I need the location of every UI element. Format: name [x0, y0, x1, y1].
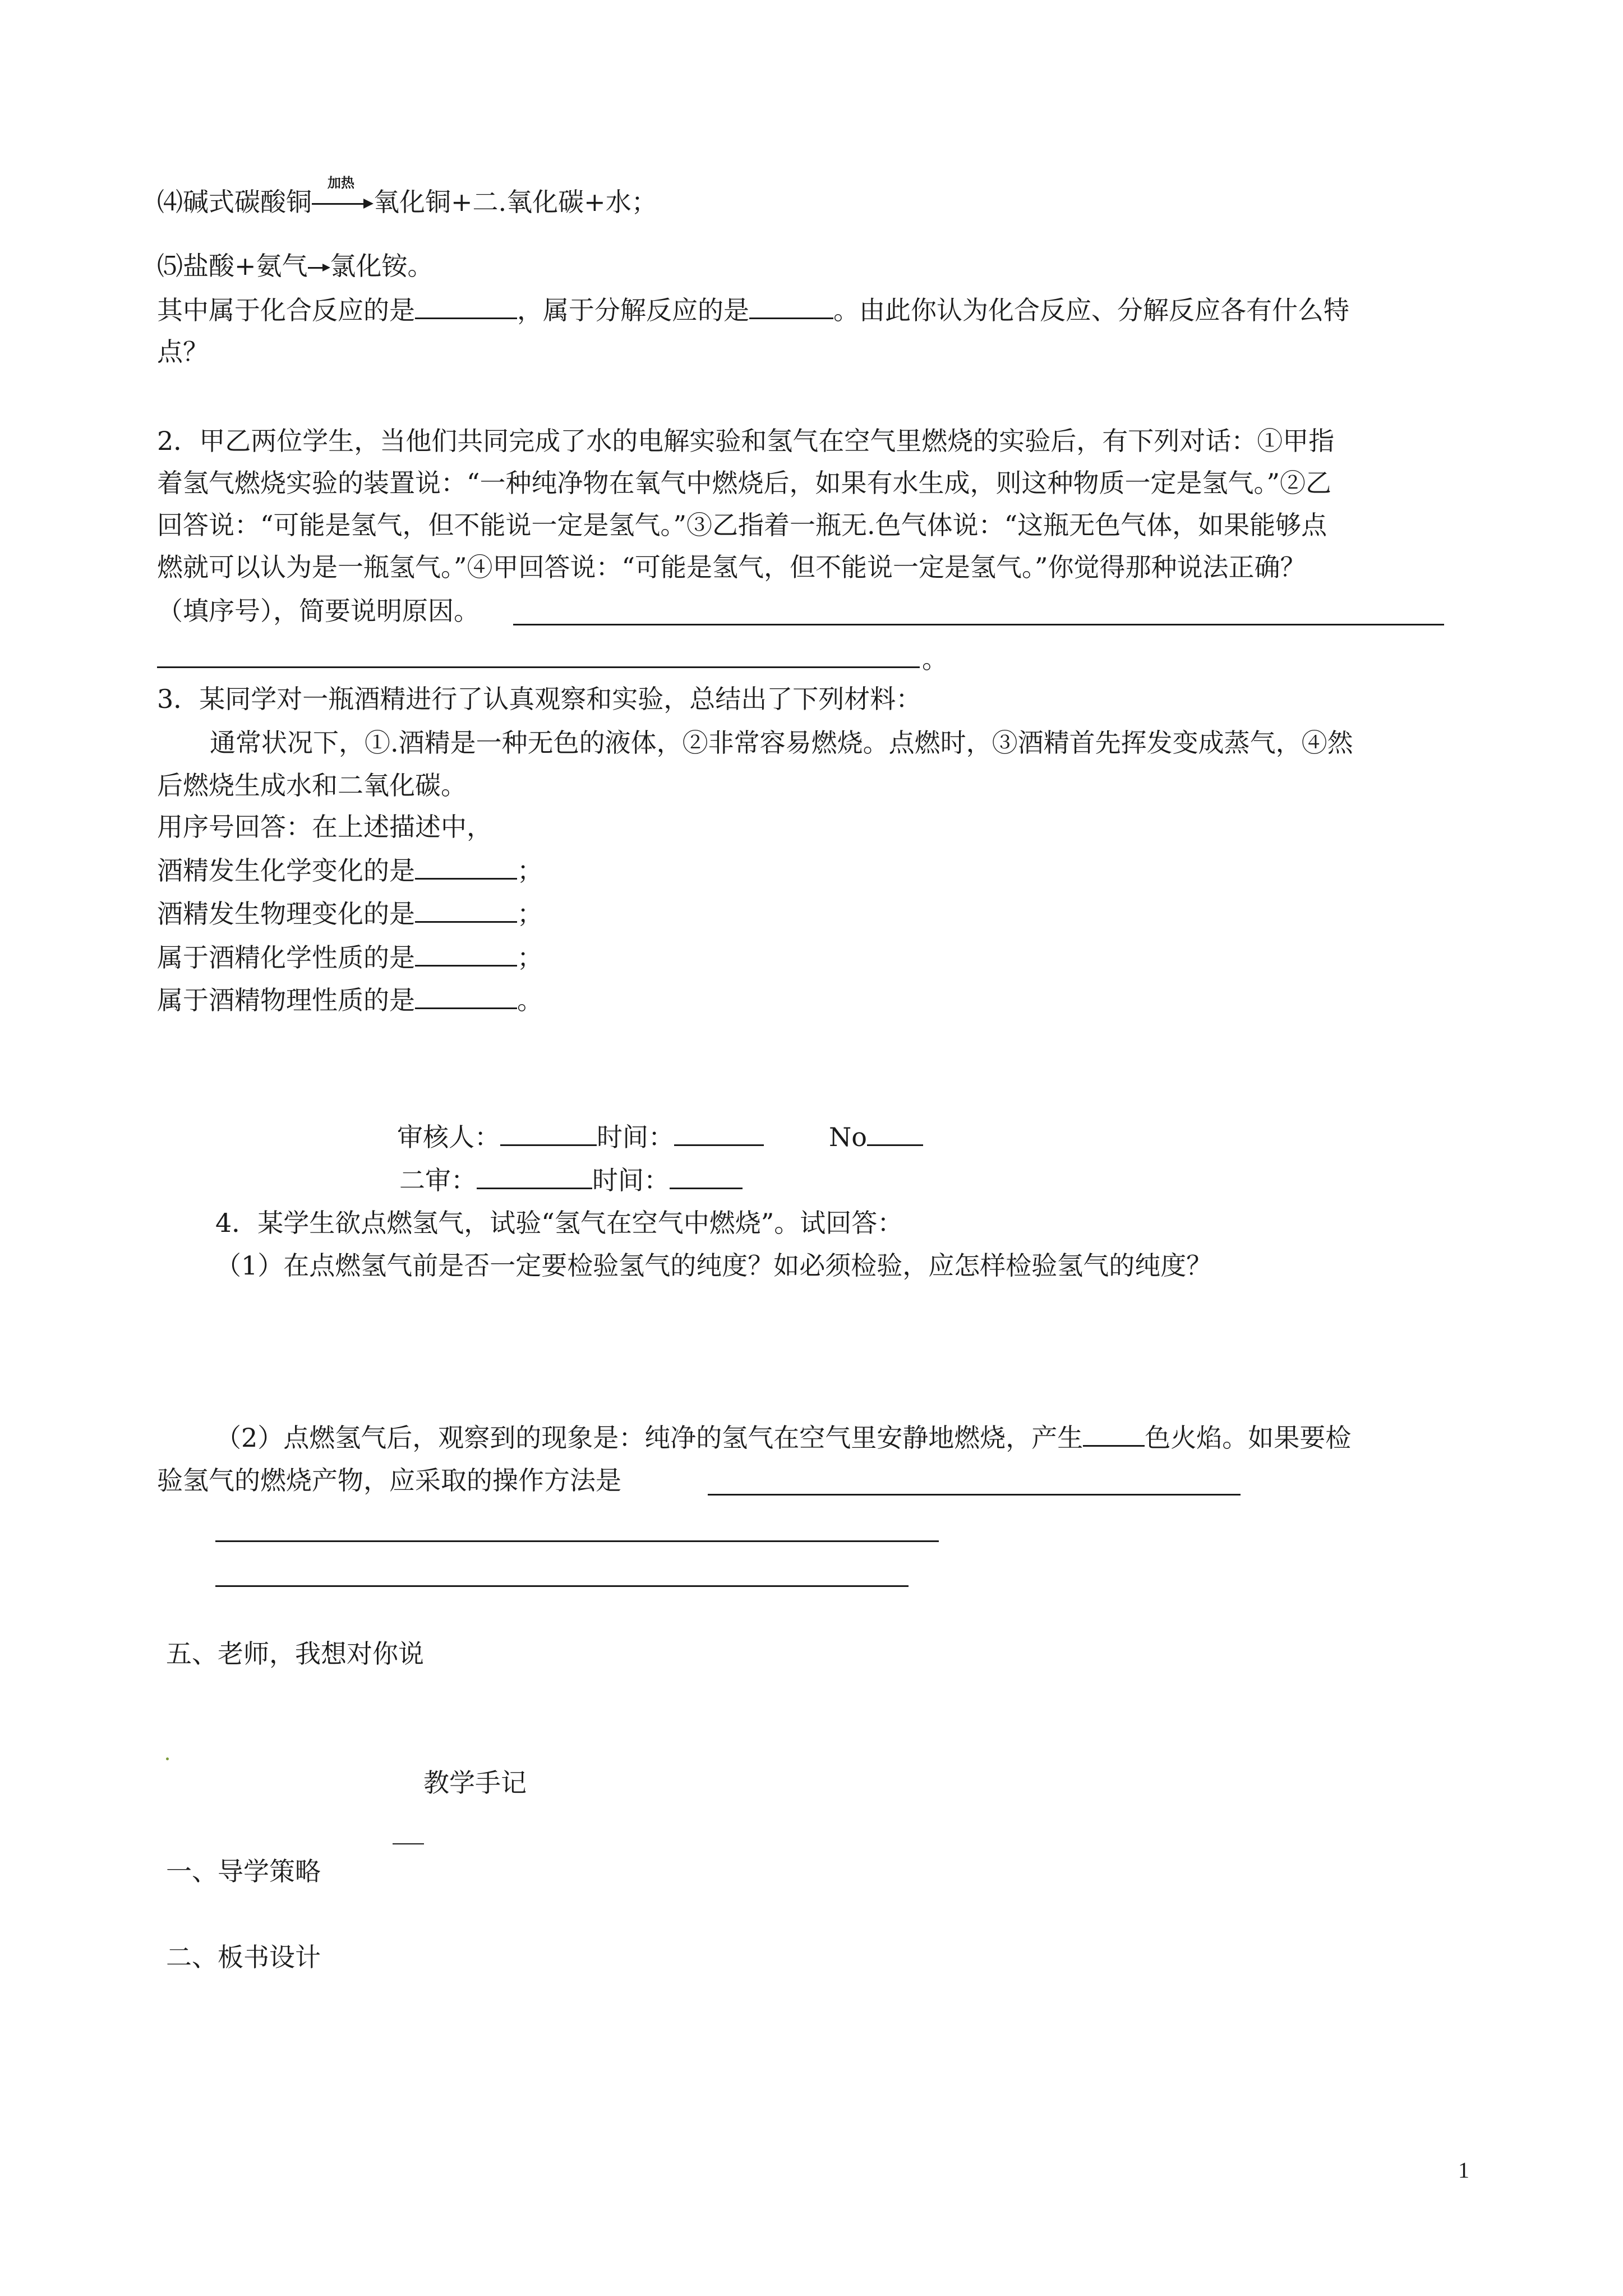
question-3-item-1-sep: ； — [517, 855, 543, 886]
question-4-answer-line-1[interactable] — [708, 1494, 1241, 1496]
second-review-label: 二审： — [399, 1165, 477, 1195]
question-4-answer-line-2[interactable] — [215, 1540, 939, 1542]
question-3-line-1: 3．某同学对一瓶酒精进行了认真观察和实验，总结出了下列材料： — [157, 684, 922, 714]
question-3-item-2-sep: ； — [517, 899, 543, 929]
question-4-part-2-a: （2）点燃氢气后，观察到的现象是：纯净的氢气在空气里安静地燃烧，产生 — [215, 1423, 1083, 1453]
question-3-line-2: 通常状况下，①.酒精是一种无色的液体，②非常容易燃烧。点燃时，③酒精首先挥发变成蒸气，④然 — [210, 728, 1353, 758]
review-number-blank[interactable] — [867, 1120, 923, 1146]
reaction-5-product: 氯化铵。 — [330, 251, 434, 281]
question-1-ask-end: 点？ — [157, 337, 209, 367]
reviewer-blank[interactable] — [500, 1120, 597, 1146]
physical-property-blank[interactable] — [415, 983, 517, 1009]
question-3-item-4-label: 属于酒精物理性质的是 — [157, 985, 415, 1015]
question-2-end-mark: 。 — [922, 644, 948, 674]
stray-dot — [166, 1757, 169, 1760]
review-time-label: 时间： — [597, 1122, 674, 1152]
question-2-line-1: 2．甲乙两位学生，当他们共同完成了水的电解实验和氢气在空气里燃烧的实验后，有下列对话：①甲指 — [157, 426, 1335, 456]
chemical-property-blank[interactable] — [415, 940, 517, 967]
question-4-part-2 — [215, 1420, 1351, 1455]
review-number-label: No — [829, 1122, 867, 1152]
teaching-notes-title: 教学手记 — [423, 1768, 527, 1798]
review-line — [397, 1120, 764, 1154]
second-review-line — [399, 1163, 743, 1197]
review-time-blank[interactable] — [674, 1120, 764, 1146]
question-2-answer-line-2[interactable] — [157, 666, 920, 668]
review-number — [829, 1120, 923, 1154]
question-1-ask-c: 。由此你认为化合反应、分解反应各有什么特 — [833, 295, 1349, 325]
reaction-4 — [157, 174, 657, 219]
section-5-heading: 五、老师，我想对你说 — [166, 1639, 424, 1669]
question-3-item-3 — [157, 940, 543, 974]
heat-arrow-icon — [312, 174, 374, 219]
question-4-answer-line-3[interactable] — [215, 1585, 909, 1587]
question-2-line-2: 着氢气燃烧实验的装置说：“一种纯净物在氧气中燃烧后，如果有水生成，则这种物质一定是氢气。”②乙 — [157, 468, 1332, 498]
question-3-item-3-label: 属于酒精化学性质的是 — [157, 942, 415, 973]
heat-condition-label: 加热 — [328, 174, 354, 191]
question-2-line-3: 回答说：“可能是氢气，但不能说一定是氢气。”③乙指着一瓶无.色气体说：“这瓶无色气体，如果能够点 — [157, 510, 1327, 540]
reviewer-label: 审核人： — [397, 1122, 500, 1152]
flame-color-blank[interactable] — [1083, 1420, 1145, 1447]
physical-change-blank[interactable] — [415, 896, 517, 923]
question-3-item-4-sep: 。 — [517, 985, 543, 1015]
reaction-5 — [157, 249, 434, 283]
second-reviewer-blank[interactable] — [477, 1163, 592, 1189]
decomposition-answer-blank[interactable] — [749, 293, 833, 319]
question-3-item-2-label: 酒精发生物理变化的是 — [157, 899, 415, 929]
question-2-answer-line-1[interactable] — [513, 624, 1444, 625]
reaction-4-products: 氧化铜+二.氧化碳+水； — [374, 187, 657, 217]
question-3-line-4: 用序号回答：在上述描述中， — [157, 812, 492, 842]
combination-answer-blank[interactable] — [415, 293, 517, 319]
question-1-ask — [157, 293, 1349, 327]
question-2-line-5: （填序号），简要说明原因。 — [157, 596, 479, 626]
question-3-item-1-label: 酒精发生化学变化的是 — [157, 855, 415, 886]
page-number: 1 — [1458, 2157, 1469, 2183]
second-review-time-label: 时间： — [592, 1165, 670, 1195]
question-4-part-1: （1）在点燃氢气前是否一定要检验氢气的纯度？如必须检验，应怎样检验氢气的纯度？ — [215, 1250, 1212, 1281]
teaching-notes-short-rule — [393, 1843, 424, 1844]
question-1-ask-b: ，属于分解反应的是 — [517, 295, 749, 325]
reaction-arrow-icon — [308, 249, 330, 283]
question-3-item-4 — [157, 983, 543, 1017]
reaction-4-reactant: ⑷碱式碳酸铜 — [157, 187, 312, 217]
second-review-time-blank[interactable] — [670, 1163, 743, 1189]
question-4-part-2-cont: 验氢气的燃烧产物，应采取的操作方法是 — [157, 1465, 621, 1496]
teaching-notes-section-2: 二、板书设计 — [166, 1942, 321, 1972]
question-2-line-4: 燃就可以认为是一瓶氢气。”④甲回答说：“可能是氢气，但不能说一定是氢气。”你觉得那种说法正确？ — [157, 552, 1306, 582]
question-4-line-1: 4．某学生欲点燃氢气，试验“氢气在空气中燃烧”。试回答： — [215, 1208, 903, 1238]
question-1-ask-a: 其中属于化合反应的是 — [157, 295, 415, 325]
teaching-notes-section-1: 一、导学策略 — [166, 1856, 321, 1887]
question-3-line-3: 后燃烧生成水和二氧化碳。 — [157, 770, 467, 800]
chemical-change-blank[interactable] — [415, 853, 517, 880]
question-3-item-3-sep: ； — [517, 942, 543, 973]
question-3-item-2 — [157, 896, 543, 931]
reaction-5-reactants: ⑸盐酸+氨气 — [157, 251, 308, 281]
question-4-part-2-b: 色火焰。如果要检 — [1145, 1423, 1352, 1453]
question-3-item-1 — [157, 853, 543, 887]
